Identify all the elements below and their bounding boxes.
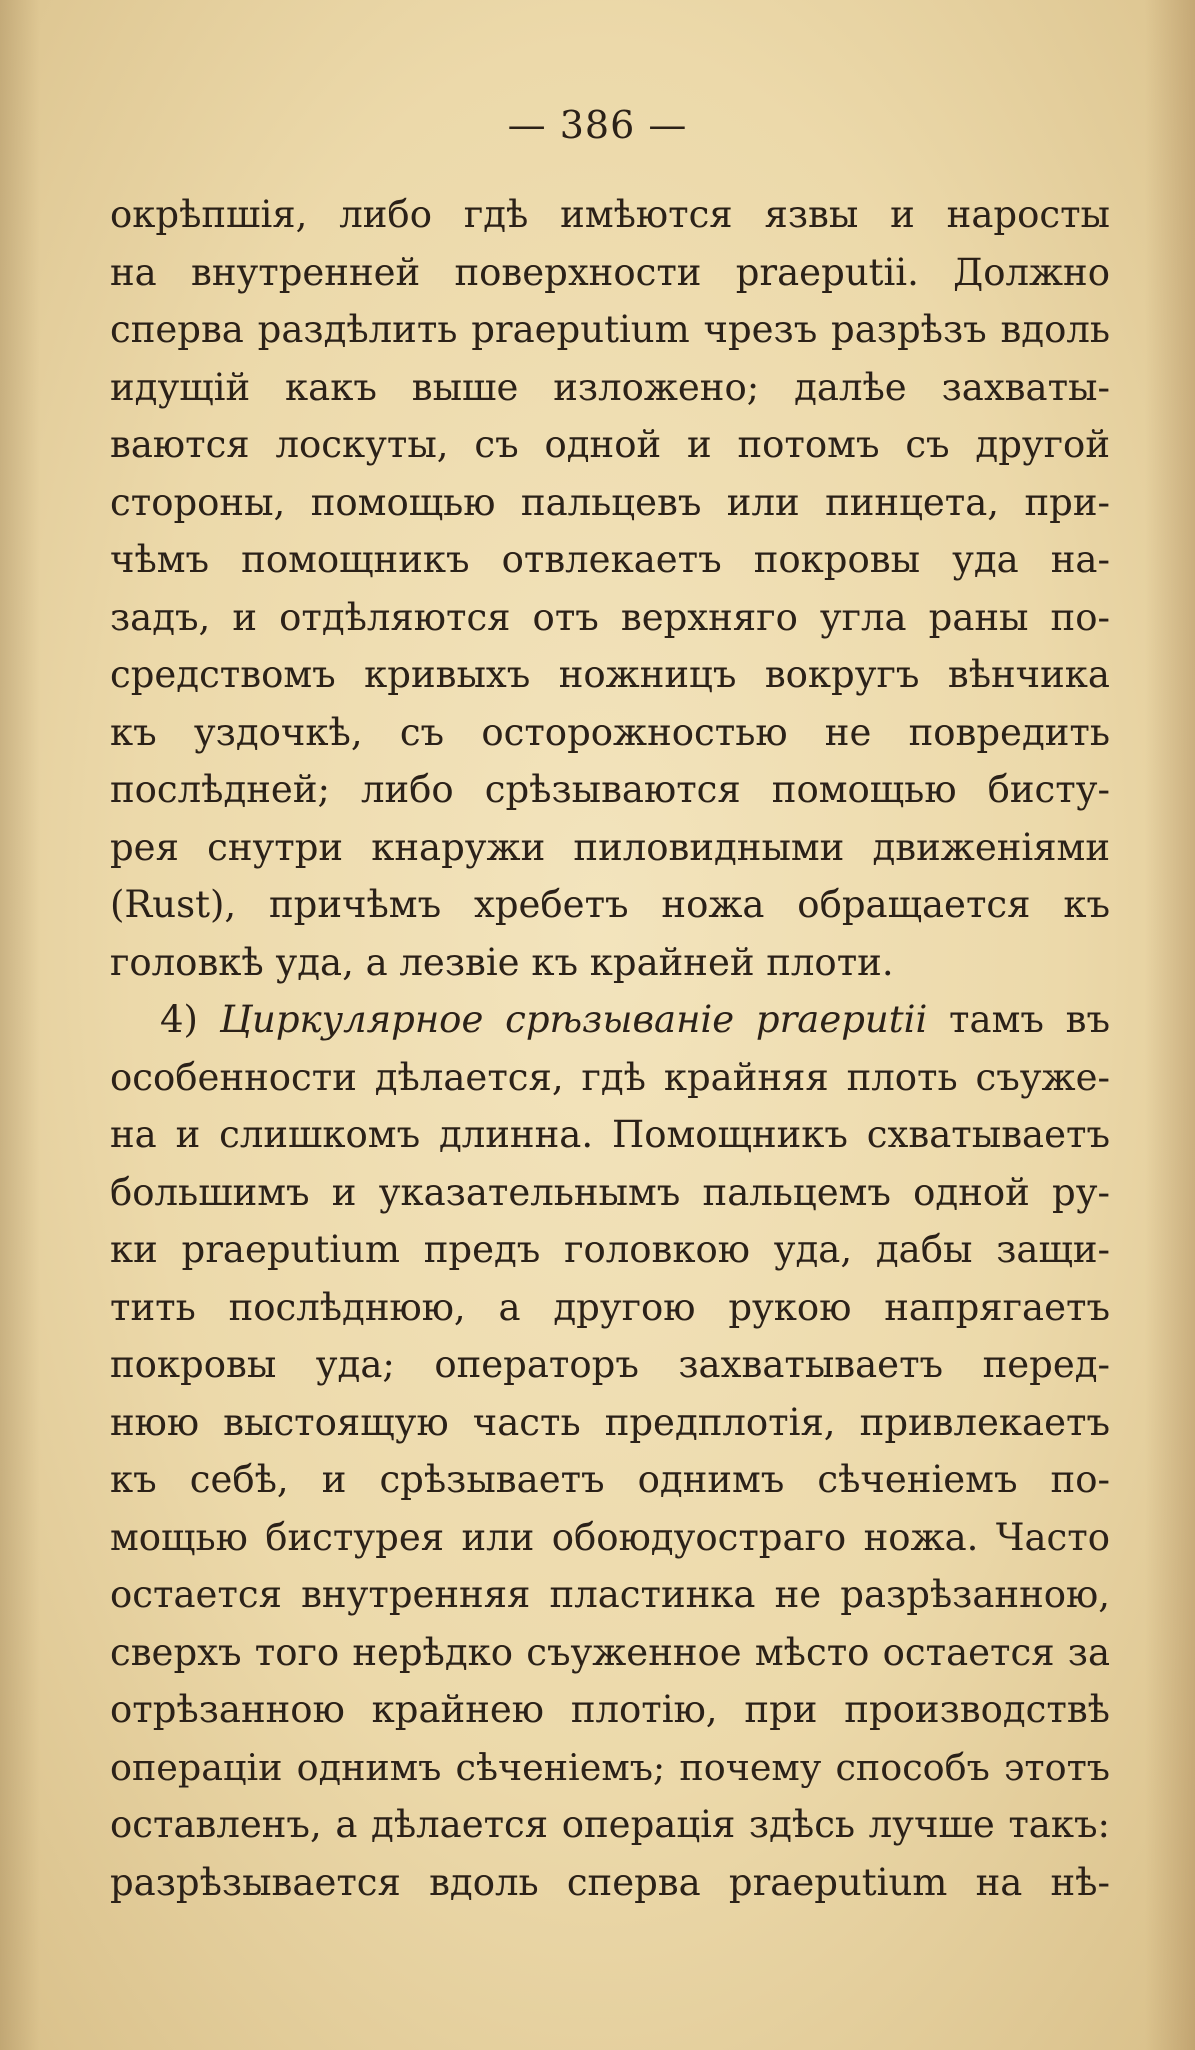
text-line: къ уздочкѣ, съ осторожностью не повредить <box>110 710 1110 754</box>
text-line: большимъ и указательнымъ пальцемъ одной ру- <box>110 1170 1110 1214</box>
text-line: операціи однимъ сѣченіемъ; почему способъ этотъ <box>110 1745 1110 1789</box>
text-line: окрѣпшія, либо гдѣ имѣются язвы и наросты <box>110 193 1110 236</box>
text-line: стороны, помощью пальцевъ или пинцета, при- <box>110 480 1110 524</box>
body-text <box>110 186 1110 1911</box>
text-line: идущій какъ выше изложено; далѣе захваты- <box>110 365 1110 409</box>
text-line: тить послѣднюю, а другою рукою напрягаетъ <box>110 1285 1110 1329</box>
text-line: нюю выстоящую часть предплотія, привлекаетъ <box>110 1400 1110 1444</box>
paragraph-number: 4) <box>160 998 198 1041</box>
text-line: ваются лоскуты, съ одной и потомъ съ другой <box>110 423 1110 466</box>
text-line: оставленъ, а дѣлается операція здѣсь лучше такъ: <box>110 1803 1110 1846</box>
text-line: (Rust), причѣмъ хребетъ ножа обращается къ <box>110 883 1110 926</box>
text-line: мощью бистурея или обоюдуостраго ножа. Часто <box>110 1515 1110 1559</box>
section-term: Циркулярное срѣзываніе praeputii <box>219 998 928 1041</box>
text-line: остается внутренняя пластинка не разрѣзанною, <box>110 1573 1110 1616</box>
text-line: отрѣзанною крайнею плотію, при производствѣ <box>110 1688 1110 1731</box>
text-line: ки praeputium предъ головкою уда, дабы защи- <box>110 1228 1110 1271</box>
text-line: покровы уда; операторъ захватываетъ перед- <box>110 1343 1110 1386</box>
text-line: сперва раздѣлить praeputium чрезъ разрѣзъ вдоль <box>110 308 1110 351</box>
text-line: головкѣ уда, а лезвіе къ крайней плоти. <box>110 940 894 984</box>
paragraph-start-line <box>110 991 1110 1049</box>
text-line: на внутренней поверхности praeputii. Должно <box>110 250 1110 294</box>
page-edge-shadow <box>1145 0 1195 2050</box>
text-line: сверхъ того нерѣдко съуженное мѣсто остается за <box>110 1630 1110 1674</box>
text-line: рея снутри кнаружи пиловидными движеніями <box>110 825 1110 869</box>
text-line: средствомъ кривыхъ ножницъ вокругъ вѣнчика <box>110 653 1110 696</box>
text-line: задъ, и отдѣляются отъ верхняго угла раны по- <box>110 595 1110 639</box>
text-line: особенности дѣлается, гдѣ крайняя плоть съуже- <box>110 1055 1110 1099</box>
gutter-shadow <box>0 0 40 2050</box>
text-line: къ себѣ, и срѣзываетъ однимъ сѣченіемъ по- <box>110 1458 1110 1501</box>
text-fragment: тамъ въ <box>949 998 1110 1041</box>
text-line: чѣмъ помощникъ отвлекаетъ покровы уда на- <box>110 538 1110 581</box>
text-line: послѣдней; либо срѣзываются помощью бисту- <box>110 768 1110 811</box>
text-line: на и слишкомъ длинна. Помощникъ схватываетъ <box>110 1113 1110 1156</box>
text-line: разрѣзывается вдоль сперва praeputium на нѣ- <box>110 1860 1110 1904</box>
page-number: — 386 — <box>507 103 688 147</box>
